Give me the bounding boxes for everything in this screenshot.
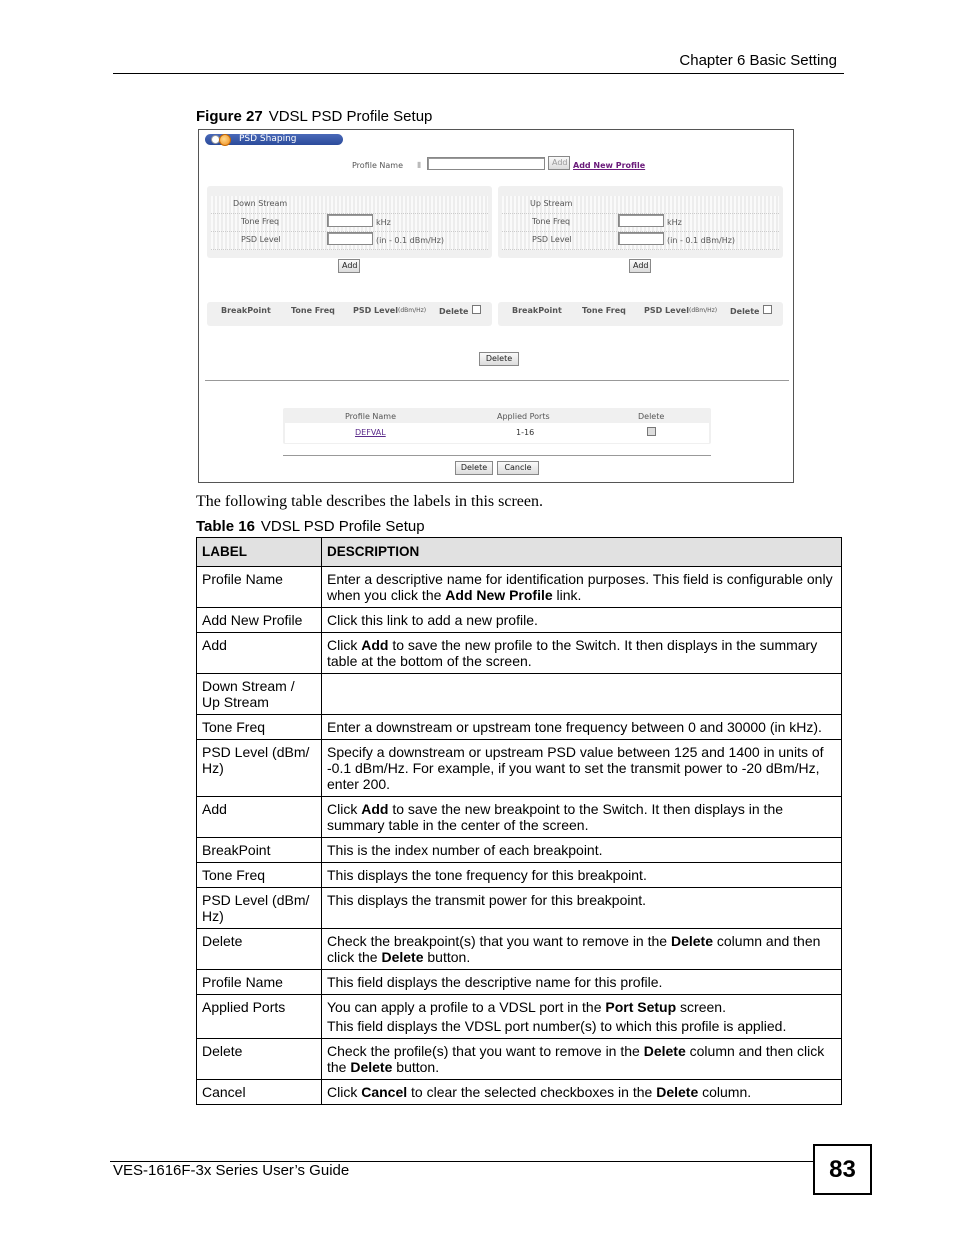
row-description: Check the breakpoint(s) that you want to remove in the Delete column and then click the Delete button. bbox=[322, 929, 842, 970]
psd-shaping-title: PSD Shaping bbox=[205, 134, 343, 145]
down-stream-panel bbox=[207, 186, 492, 258]
row-description: Click Add to save the new profile to the Switch. It then displays in the summary table at the bottom of the screen. bbox=[322, 633, 842, 674]
table-row bbox=[197, 715, 842, 740]
row-description: This displays the tone frequency for this breakpoint. bbox=[322, 863, 842, 888]
down-breakpoint-header: BreakPoint Tone Freq PSD Level (dBm/Hz) Delete bbox=[207, 302, 492, 326]
row-label: Profile Name bbox=[197, 567, 322, 608]
profile-name-label: Profile Name bbox=[352, 161, 404, 170]
cancel-button[interactable]: Cancle bbox=[497, 461, 539, 475]
row-label: Tone Freq bbox=[197, 715, 322, 740]
figure-caption bbox=[196, 108, 432, 125]
up-psd-level-label: PSD Level bbox=[532, 235, 572, 244]
lead-text: The following table describes the labels in this screen. bbox=[196, 493, 544, 510]
table-row bbox=[197, 608, 842, 633]
row-description: Enter a downstream or upstream tone frequency between 0 and 30000 (in kHz). bbox=[322, 715, 842, 740]
row-label: Cancel bbox=[197, 1080, 322, 1105]
applied-ports-value: 1-16 bbox=[516, 428, 535, 437]
table-caption bbox=[196, 518, 425, 535]
table-row bbox=[197, 888, 842, 929]
up-tone-unit: kHz bbox=[667, 218, 682, 227]
chapter-header: Chapter 6 Basic Setting bbox=[679, 52, 837, 69]
summary-row bbox=[285, 423, 709, 443]
table-row bbox=[197, 633, 842, 674]
psd-profile-screenshot bbox=[198, 129, 794, 483]
down-tone-freq-input[interactable] bbox=[327, 214, 373, 227]
profile-name-input[interactable] bbox=[427, 157, 545, 170]
required-marker: ▮ bbox=[417, 160, 422, 169]
up-psd-unit: (in - 0.1 dBm/Hz) bbox=[667, 236, 736, 245]
row-label: Delete bbox=[197, 929, 322, 970]
row-description: Enter a descriptive name for identification purposes. This field is configurable only when you click the Add New Profile link. bbox=[322, 567, 842, 608]
label-column-header: LABEL bbox=[197, 538, 322, 567]
up-psd-level-input[interactable] bbox=[618, 232, 664, 245]
add-profile-button[interactable]: Add bbox=[548, 156, 570, 170]
up-stream-panel bbox=[498, 186, 783, 258]
down-tone-unit: kHz bbox=[376, 218, 391, 227]
up-add-button[interactable]: Add bbox=[629, 259, 651, 273]
table-row bbox=[197, 797, 842, 838]
row-label: Tone Freq bbox=[197, 863, 322, 888]
description-table-body bbox=[197, 567, 842, 1105]
down-tone-freq-label: Tone Freq bbox=[241, 217, 280, 226]
table-row bbox=[197, 863, 842, 888]
description-table bbox=[196, 537, 842, 1105]
guide-title: VES-1616F-3x Series User’s Guide bbox=[113, 1162, 350, 1179]
row-label: Add bbox=[197, 797, 322, 838]
profile-delete-button[interactable]: Delete bbox=[455, 461, 493, 475]
row-description bbox=[322, 674, 842, 715]
down-stream-heading: Down Stream bbox=[233, 199, 288, 208]
row-description: Check the profile(s) that you want to remove in the Delete column and then click the Delete button. bbox=[322, 1039, 842, 1080]
row-description: This field displays the descriptive name for this profile. bbox=[322, 970, 842, 995]
figure-label: Figure 27 bbox=[196, 108, 263, 125]
divider bbox=[205, 380, 789, 381]
table-row bbox=[197, 995, 842, 1039]
down-psd-unit: (in - 0.1 dBm/Hz) bbox=[376, 236, 445, 245]
row-label: Applied Ports bbox=[197, 995, 322, 1039]
row-label: Delete bbox=[197, 1039, 322, 1080]
table-row bbox=[197, 929, 842, 970]
table-row bbox=[197, 838, 842, 863]
down-add-button[interactable]: Add bbox=[338, 259, 360, 273]
up-select-all-checkbox[interactable] bbox=[763, 305, 772, 314]
row-label: Add New Profile bbox=[197, 608, 322, 633]
figure-title: VDSL PSD Profile Setup bbox=[268, 108, 433, 125]
down-psd-level-input[interactable] bbox=[327, 232, 373, 245]
row-label: PSD Level (dBm/ Hz) bbox=[197, 888, 322, 929]
row-label: Down Stream / Up Stream bbox=[197, 674, 322, 715]
row-label: Add bbox=[197, 633, 322, 674]
header-rule bbox=[113, 73, 844, 74]
profile-delete-checkbox[interactable] bbox=[647, 427, 656, 436]
page-number: 83 bbox=[813, 1144, 872, 1195]
row-description: Click Add to save the new breakpoint to the Switch. It then displays in the summary table in the center of the screen. bbox=[322, 797, 842, 838]
up-tone-freq-label: Tone Freq bbox=[532, 217, 571, 226]
table-row bbox=[197, 1080, 842, 1105]
table-row bbox=[197, 567, 842, 608]
row-description: You can apply a profile to a VDSL port in the Port Setup screen. This field displays the VDSL port number(s) to which this profile is applied. bbox=[322, 995, 842, 1039]
row-description: Click Cancel to clear the selected checkboxes in the Delete column. bbox=[322, 1080, 842, 1105]
row-label: BreakPoint bbox=[197, 838, 322, 863]
profile-name-link[interactable]: DEFVAL bbox=[355, 428, 386, 437]
breakpoint-delete-button[interactable]: Delete bbox=[479, 352, 519, 366]
orb-icon bbox=[219, 134, 231, 146]
table-row bbox=[197, 740, 842, 797]
table-row bbox=[197, 970, 842, 995]
down-psd-level-label: PSD Level bbox=[241, 235, 281, 244]
row-description: Specify a downstream or upstream PSD value between 125 and 1400 in units of -0.1 dBm/Hz. For example, if you want to set the transmit power to -20 dBm/Hz, enter 200. bbox=[322, 740, 842, 797]
row-label: PSD Level (dBm/ Hz) bbox=[197, 740, 322, 797]
table-row bbox=[197, 1039, 842, 1080]
up-breakpoint-header: BreakPoint Tone Freq PSD Level (dBm/Hz) Delete bbox=[498, 302, 783, 326]
up-stream-heading: Up Stream bbox=[530, 199, 573, 208]
down-select-all-checkbox[interactable] bbox=[472, 305, 481, 314]
add-new-profile-link[interactable]: Add New Profile bbox=[573, 161, 646, 170]
description-column-header: DESCRIPTION bbox=[322, 538, 842, 567]
table-title: VDSL PSD Profile Setup bbox=[260, 518, 425, 535]
table-row bbox=[197, 674, 842, 715]
row-description: Click this link to add a new profile. bbox=[322, 608, 842, 633]
table-label: Table 16 bbox=[196, 518, 255, 535]
profile-summary-table: Profile Name Applied Ports Delete DEFVAL 1-16 bbox=[283, 408, 711, 444]
up-tone-freq-input[interactable] bbox=[618, 214, 664, 227]
row-description: This displays the transmit power for this breakpoint. bbox=[322, 888, 842, 929]
row-description: This is the index number of each breakpoint. bbox=[322, 838, 842, 863]
row-label: Profile Name bbox=[197, 970, 322, 995]
